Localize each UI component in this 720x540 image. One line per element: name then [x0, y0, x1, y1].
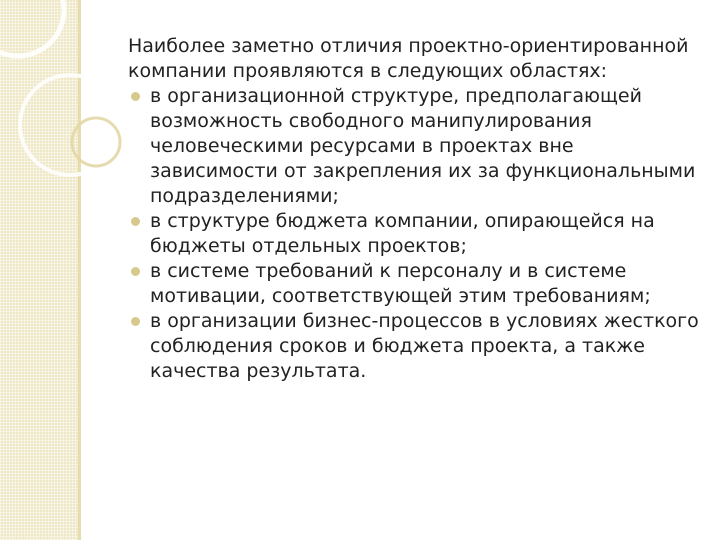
decorative-ring-large [0, 0, 64, 56]
bullet-text: в системе требований к персоналу и в системе мотивации, соответствующей этим требованиям; [150, 260, 651, 307]
decorative-ring-medium [20, 75, 120, 175]
bullet-text: в структуре бюджета компании, опирающейся на бюджеты отдельных проектов; [150, 210, 655, 257]
bullet-item-org-structure [128, 84, 703, 209]
bullet-item-personnel-requirements [128, 259, 703, 309]
bullet-list [128, 84, 703, 384]
intro-paragraph: Наиболее заметно отличия проектно-ориентированной компании проявляются в следующих областях: [128, 35, 689, 82]
decorative-circles-graphic [0, 0, 140, 240]
bullet-text: в организации бизнес-процессов в условиях жесткого соблюдения сроков и бюджета проекта, а также качества результата. [150, 310, 699, 382]
bullet-dot-icon [131, 217, 140, 226]
bullet-dot-icon [131, 92, 140, 101]
bullet-item-business-processes [128, 309, 703, 384]
slide-body [128, 34, 703, 384]
bullet-item-budget-structure [128, 209, 703, 259]
bullet-dot-icon [131, 267, 140, 276]
decorative-ring-small [72, 118, 120, 166]
bullet-text: в организационной структуре, предполагающей возможность свободного манипулирования человеческими ресурсами в проектах вне зависимости от закрепления их за функциональными подразделениями; [150, 85, 696, 207]
bullet-dot-icon [131, 317, 140, 326]
